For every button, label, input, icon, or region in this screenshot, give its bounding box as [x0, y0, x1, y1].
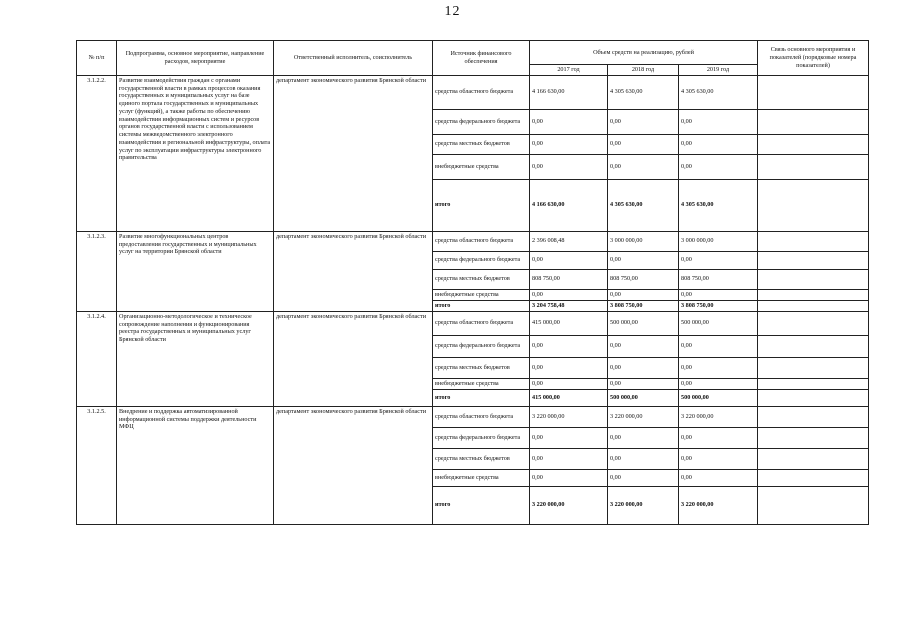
- source-cell: средства местных бюджетов: [433, 269, 530, 289]
- link-cell: [758, 179, 869, 231]
- link-cell: [758, 231, 869, 251]
- link-cell: [758, 75, 869, 109]
- source-cell: средства местных бюджетов: [433, 448, 530, 469]
- amount-2018-cell: 3 220 000,00: [608, 486, 679, 524]
- source-cell: средства федерального бюджета: [433, 335, 530, 357]
- source-cell: средства федерального бюджета: [433, 251, 530, 269]
- source-cell: средства местных бюджетов: [433, 134, 530, 154]
- amount-2018-cell: 500 000,00: [608, 389, 679, 406]
- source-cell: итого: [433, 486, 530, 524]
- amount-2018-cell: 0,00: [608, 109, 679, 134]
- amount-2019-cell: 0,00: [679, 154, 758, 179]
- link-cell: [758, 448, 869, 469]
- link-cell: [758, 378, 869, 389]
- source-cell: внебюджетные средства: [433, 289, 530, 300]
- amount-2017-cell: 0,00: [530, 357, 608, 378]
- amount-2017-cell: 0,00: [530, 289, 608, 300]
- source-cell: внебюджетные средства: [433, 154, 530, 179]
- header-executor: Ответственный исполнитель, соисполнитель: [274, 41, 433, 76]
- executor-cell: департамент экономического развития Брянской области: [274, 311, 433, 406]
- amount-2018-cell: 0,00: [608, 251, 679, 269]
- amount-2019-cell: 0,00: [679, 357, 758, 378]
- link-cell: [758, 154, 869, 179]
- header-link: Связь основного мероприятия и показателей (порядковые номера показателей): [758, 41, 869, 76]
- amount-2017-cell: 0,00: [530, 378, 608, 389]
- amount-2019-cell: 0,00: [679, 335, 758, 357]
- amount-2019-cell: 3 220 000,00: [679, 486, 758, 524]
- program-cell: Организационно-методологическое и техническое сопровождение наполнения и функционирования реестра государственных и муниципальных услуг Брянской области: [117, 311, 274, 406]
- amount-2019-cell: 3 000 000,00: [679, 231, 758, 251]
- amount-2017-cell: 0,00: [530, 109, 608, 134]
- amount-2017-cell: 0,00: [530, 251, 608, 269]
- amount-2018-cell: 4 305 630,00: [608, 75, 679, 109]
- source-cell: итого: [433, 300, 530, 311]
- amount-2017-cell: 2 396 008,48: [530, 231, 608, 251]
- amount-2017-cell: 4 166 630,00: [530, 75, 608, 109]
- source-cell: средства местных бюджетов: [433, 357, 530, 378]
- amount-2018-cell: 0,00: [608, 448, 679, 469]
- source-cell: средства федерального бюджета: [433, 427, 530, 448]
- amount-2017-cell: 0,00: [530, 134, 608, 154]
- link-cell: [758, 311, 869, 335]
- program-cell: Развитие взаимодействия граждан с органами государственной власти в рамках процессов оказания государственных и муниципальных услуг на базе единого портала государственных и муниципальных услуг (функций), а также работы по обеспечению взаимодействия информационных систем и ресурсов органов государственной власти с использованием системы межведомственного электронного взаимодействия и региональной инфраструктуры, оплата услуг по эксплуатации инфраструктуры электронного правительства: [117, 75, 274, 231]
- source-cell: итого: [433, 179, 530, 231]
- source-cell: итого: [433, 389, 530, 406]
- link-cell: [758, 486, 869, 524]
- amount-2018-cell: 500 000,00: [608, 311, 679, 335]
- header-num: № п/п: [77, 41, 117, 76]
- table-body: [77, 75, 869, 524]
- header-year-2019: 2019 год: [679, 65, 758, 76]
- amount-2018-cell: 0,00: [608, 427, 679, 448]
- amount-2019-cell: 0,00: [679, 134, 758, 154]
- amount-2019-cell: 0,00: [679, 448, 758, 469]
- amount-2018-cell: 808 750,00: [608, 269, 679, 289]
- row-number: 3.1.2.4.: [77, 311, 117, 406]
- amount-2017-cell: 3 220 000,00: [530, 406, 608, 427]
- amount-2019-cell: 0,00: [679, 251, 758, 269]
- link-cell: [758, 289, 869, 300]
- amount-2017-cell: 415 000,00: [530, 389, 608, 406]
- amount-2019-cell: 0,00: [679, 427, 758, 448]
- amount-2017-cell: 415 000,00: [530, 311, 608, 335]
- source-cell: средства областного бюджета: [433, 231, 530, 251]
- amount-2018-cell: 0,00: [608, 357, 679, 378]
- header-source: Источник финансового обеспечения: [433, 41, 530, 76]
- amount-2019-cell: 3 220 000,00: [679, 406, 758, 427]
- row-number: 3.1.2.2.: [77, 75, 117, 231]
- link-cell: [758, 269, 869, 289]
- executor-cell: департамент экономического развития Брянской области: [274, 406, 433, 524]
- amount-2018-cell: 0,00: [608, 469, 679, 486]
- link-cell: [758, 134, 869, 154]
- amount-2018-cell: 0,00: [608, 154, 679, 179]
- source-cell: средства федерального бюджета: [433, 109, 530, 134]
- amount-2019-cell: 808 750,00: [679, 269, 758, 289]
- budget-table: [76, 40, 869, 525]
- amount-2019-cell: 0,00: [679, 109, 758, 134]
- amount-2018-cell: 3 220 000,00: [608, 406, 679, 427]
- amount-2018-cell: 3 808 750,00: [608, 300, 679, 311]
- header-year-2018: 2018 год: [608, 65, 679, 76]
- amount-2018-cell: 0,00: [608, 134, 679, 154]
- link-cell: [758, 300, 869, 311]
- amount-2019-cell: 0,00: [679, 469, 758, 486]
- header-program: Подпрограмма, основное мероприятие, направление расходов, мероприятие: [117, 41, 274, 76]
- amount-2019-cell: 3 808 750,00: [679, 300, 758, 311]
- link-cell: [758, 427, 869, 448]
- amount-2017-cell: 0,00: [530, 154, 608, 179]
- link-cell: [758, 357, 869, 378]
- executor-cell: департамент экономического развития Брянской области: [274, 75, 433, 231]
- executor-cell: департамент экономического развития Брянской области: [274, 231, 433, 311]
- link-cell: [758, 251, 869, 269]
- amount-2017-cell: 3 204 758,48: [530, 300, 608, 311]
- header-amount: Объем средств на реализацию, рублей: [530, 41, 758, 65]
- amount-2019-cell: 4 305 630,00: [679, 75, 758, 109]
- table-row: [77, 311, 869, 335]
- program-cell: Развитие многофункциональных центров предоставления государственных и муниципальных услуг на территории Брянской области: [117, 231, 274, 311]
- amount-2019-cell: 4 305 630,00: [679, 179, 758, 231]
- amount-2017-cell: 0,00: [530, 427, 608, 448]
- link-cell: [758, 469, 869, 486]
- link-cell: [758, 335, 869, 357]
- amount-2017-cell: 0,00: [530, 448, 608, 469]
- amount-2017-cell: 4 166 630,00: [530, 179, 608, 231]
- amount-2019-cell: 0,00: [679, 289, 758, 300]
- row-number: 3.1.2.5.: [77, 406, 117, 524]
- table-row: [77, 75, 869, 109]
- amount-2017-cell: 0,00: [530, 335, 608, 357]
- source-cell: средства областного бюджета: [433, 311, 530, 335]
- amount-2018-cell: 0,00: [608, 289, 679, 300]
- header-year-2017: 2017 год: [530, 65, 608, 76]
- amount-2019-cell: 500 000,00: [679, 311, 758, 335]
- source-cell: внебюджетные средства: [433, 378, 530, 389]
- amount-2018-cell: 4 305 630,00: [608, 179, 679, 231]
- amount-2019-cell: 0,00: [679, 378, 758, 389]
- amount-2018-cell: 0,00: [608, 378, 679, 389]
- link-cell: [758, 389, 869, 406]
- table-row: [77, 406, 869, 427]
- table-row: [77, 231, 869, 251]
- link-cell: [758, 109, 869, 134]
- row-number: 3.1.2.3.: [77, 231, 117, 311]
- amount-2019-cell: 500 000,00: [679, 389, 758, 406]
- page-number: 12: [444, 4, 461, 19]
- amount-2018-cell: 3 000 000,00: [608, 231, 679, 251]
- amount-2018-cell: 0,00: [608, 335, 679, 357]
- amount-2017-cell: 0,00: [530, 469, 608, 486]
- source-cell: средства областного бюджета: [433, 406, 530, 427]
- program-cell: Внедрение и поддержка автоматизированной информационной системы поддержки деятельности МФЦ: [117, 406, 274, 524]
- source-cell: средства областного бюджета: [433, 75, 530, 109]
- amount-2017-cell: 808 750,00: [530, 269, 608, 289]
- amount-2017-cell: 3 220 000,00: [530, 486, 608, 524]
- source-cell: внебюджетные средства: [433, 469, 530, 486]
- header-row: [77, 41, 869, 65]
- link-cell: [758, 406, 869, 427]
